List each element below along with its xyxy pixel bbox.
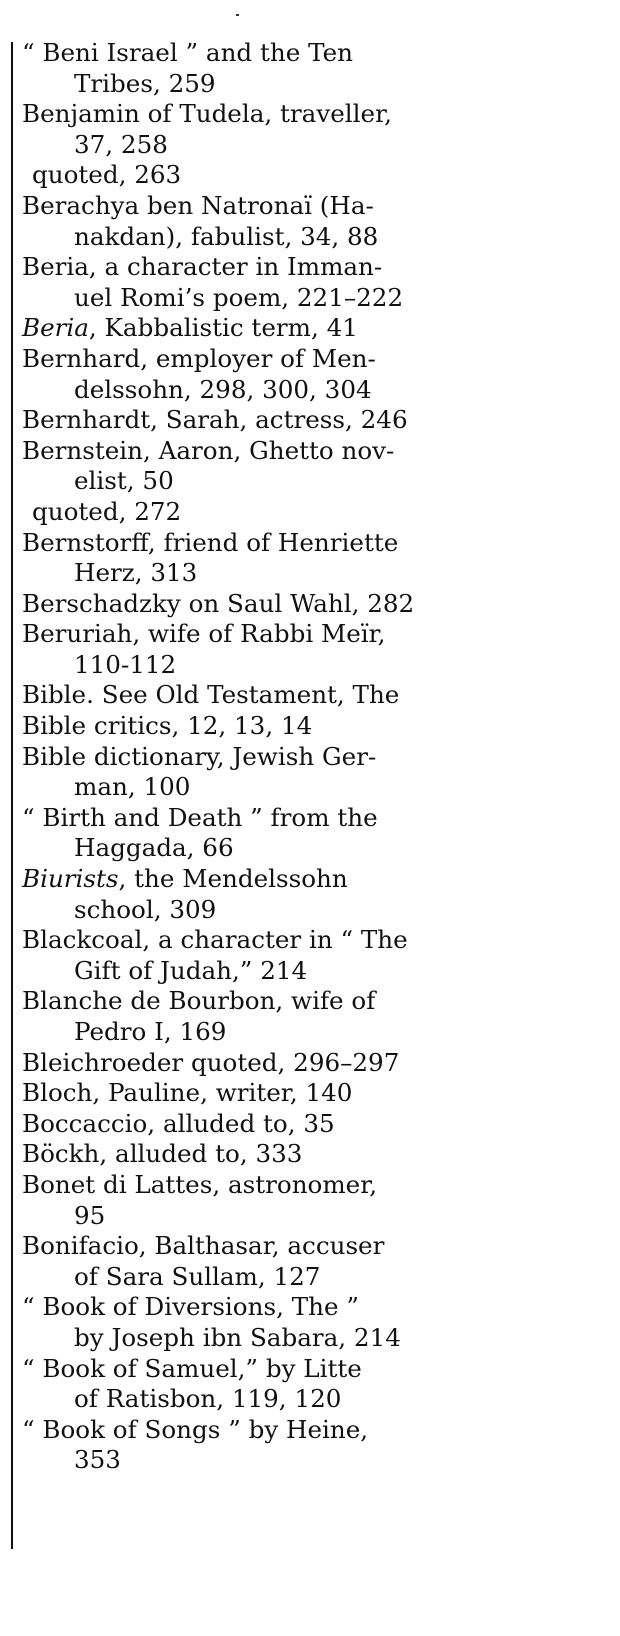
index-entry-line: Boccaccio, alluded to, 35: [22, 1108, 335, 1138]
index-entry-line: 110-112: [74, 649, 177, 679]
index-entry-line: Berachya ben Natronaï (Ha-: [22, 190, 374, 220]
index-entry-line: Bernstein, Aaron, Ghetto nov-: [22, 435, 395, 465]
index-entry-line: Beria, a character in Imman-: [22, 252, 383, 282]
index-term-italic: Biurists: [22, 864, 119, 894]
index-entry: [22, 1292, 482, 1353]
index-entry: [22, 1048, 482, 1079]
index-entry-line: uel Romi’s poem, 221–222: [74, 282, 404, 312]
index-entry: [22, 1354, 482, 1415]
index-entry: [22, 99, 482, 160]
index-entry: [22, 1109, 482, 1140]
index-entry-line: Bernhard, employer of Men-: [22, 343, 376, 373]
index-entry-line: nakdan), fabulist, 34, 88: [74, 221, 379, 251]
index-subentry: [22, 160, 482, 191]
index-entry: [22, 986, 482, 1047]
index-entry: [22, 436, 482, 497]
index-entry: [22, 1170, 482, 1231]
index-entry: [22, 38, 482, 99]
index-entry: [22, 925, 482, 986]
index-entry-line: man, 100: [74, 772, 191, 802]
index-entry-line: Bible. See Old Testament, The: [22, 680, 400, 710]
index-entry-line: Benjamin of Tudela, traveller,: [22, 99, 392, 129]
index-entry-line: Blanche de Bourbon, wife of: [22, 986, 376, 1016]
index-entry-line: “ Book of Diversions, The ”: [22, 1292, 359, 1322]
index-entry: [22, 1415, 482, 1476]
index-entry-line: Haggada, 66: [74, 833, 234, 863]
index-entry-line: Berschadzky on Saul Wahl, 282: [22, 588, 415, 618]
index-entry: [22, 619, 482, 680]
index-entry-line: “ Birth and Death ” from the: [22, 802, 378, 832]
index-entry-line: elist, 50: [74, 466, 174, 496]
index-entry-list: [22, 38, 482, 1476]
index-entry: [22, 589, 482, 620]
index-entry-line: of Sara Sullam, 127: [74, 1261, 321, 1291]
index-entry-line: “ Book of Songs ” by Heine,: [22, 1414, 369, 1444]
index-entry-line: Blackcoal, a character in “ The: [22, 925, 408, 955]
index-entry: [22, 1139, 482, 1170]
index-entry-line: Bible critics, 12, 13, 14: [22, 711, 313, 741]
index-entry-line: “ Book of Samuel,” by Litte: [22, 1353, 362, 1383]
index-entry: [22, 742, 482, 803]
index-entry-line: Bernhardt, Sarah, actress, 246: [22, 405, 408, 435]
index-entry-line: Tribes, 259: [74, 68, 216, 98]
index-entry: [22, 405, 482, 436]
index-entry-line: 37, 258: [74, 129, 168, 159]
index-entry-line: delssohn, 298, 300, 304: [74, 374, 372, 404]
index-entry-line: Pedro I, 169: [74, 1017, 227, 1046]
index-entry-line: of Ratisbon, 119, 120: [74, 1384, 342, 1414]
index-entry-line: Bible dictionary, Jewish Ger-: [22, 741, 377, 771]
index-entry: [22, 528, 482, 589]
index-term-italic: Beria: [22, 313, 89, 343]
index-entry-line: Bonifacio, Balthasar, accuser: [22, 1231, 385, 1261]
index-entry-line: , the Mendelssohn: [118, 864, 348, 894]
index-entry: [22, 680, 482, 711]
index-entry: [22, 803, 482, 864]
index-entry: [22, 711, 482, 742]
index-entry-line: quoted, 263: [32, 160, 182, 190]
index-entry-line: , Kabbalistic term, 41: [88, 313, 358, 343]
index-entry: [22, 191, 482, 252]
index-entry-line: Bloch, Pauline, writer, 140: [22, 1078, 353, 1108]
index-entry-line: Bernstorff, friend of Henriette: [22, 527, 399, 557]
index-entry: [22, 864, 482, 925]
index-entry-line: Gift of Judah,” 214: [74, 955, 308, 985]
index-entry-line: “ Beni Israel ” and the Ten: [22, 38, 353, 67]
index-entry: [22, 252, 482, 313]
index-entry-line: Böckh, alluded to, 333: [22, 1139, 303, 1169]
index-entry-line: Bonet di Lattes, astronomer,: [22, 1169, 378, 1199]
index-entry-line: school, 309: [74, 894, 217, 924]
left-margin-rule: [11, 42, 13, 1549]
index-entry: [22, 344, 482, 405]
index-entry: [22, 1078, 482, 1109]
index-entry-line: by Joseph ibn Sabara, 214: [74, 1322, 401, 1352]
index-entry: [22, 313, 482, 344]
page-top-mark: [236, 14, 239, 16]
index-entry-line: Beruriah, wife of Rabbi Meïr,: [22, 619, 386, 649]
index-entry-line: Bleichroeder quoted, 296–297: [22, 1047, 400, 1077]
index-entry-line: 95: [74, 1200, 106, 1230]
index-entry: [22, 1231, 482, 1292]
index-entry-line: quoted, 272: [32, 496, 182, 526]
index-entry-line: Herz, 313: [74, 558, 198, 588]
index-entry-line: 353: [74, 1445, 121, 1475]
index-subentry: [22, 497, 482, 528]
